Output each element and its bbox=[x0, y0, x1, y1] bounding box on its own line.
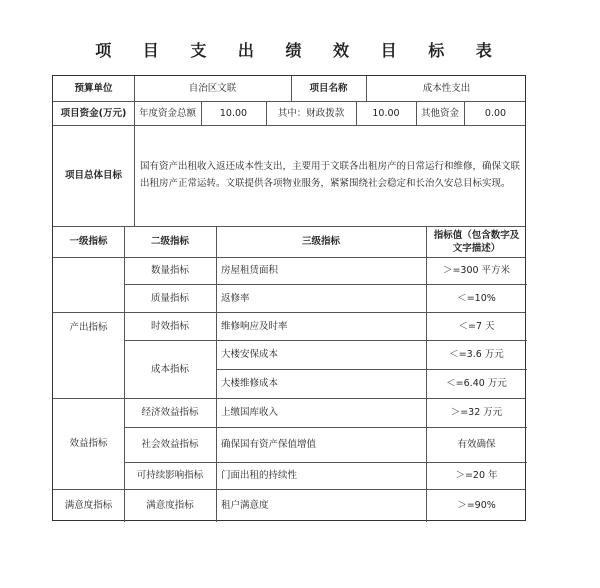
level2-quality: 质量指标 bbox=[150, 292, 189, 304]
group-satisfaction: 满意度指标 bbox=[64, 500, 113, 511]
funds-label: 项目资金(万元) bbox=[60, 107, 127, 119]
column-header-level3: 三级指标 bbox=[301, 236, 340, 247]
level3-indicator: 维修响应及时率 bbox=[221, 320, 288, 332]
annual-total-value: 10.00 bbox=[219, 107, 248, 119]
level2-quantity: 数量指标 bbox=[150, 265, 189, 276]
level2-social: 社会效益指标 bbox=[141, 439, 199, 450]
other-funds-label: 其他资金 bbox=[420, 107, 459, 119]
column-header-level1: 一级指标 bbox=[69, 236, 108, 247]
indicator-value: ＜=3.6 万元 bbox=[449, 349, 504, 360]
indicator-value: ＜=7 天 bbox=[458, 320, 495, 332]
indicator-value: ＞=300 平方米 bbox=[442, 265, 511, 276]
level3-indicator: 大楼维修成本 bbox=[221, 378, 279, 389]
fiscal-value: 10.00 bbox=[372, 107, 400, 119]
indicator-value: 有效确保 bbox=[457, 439, 496, 450]
indicator-value: ＞=32 万元 bbox=[450, 407, 503, 418]
project-name-value: 成本性支出 bbox=[422, 83, 471, 94]
indicator-value: ＜=10% bbox=[457, 292, 496, 304]
level2-sustainable: 可持续影响指标 bbox=[136, 470, 204, 481]
budget-unit-label: 预算单位 bbox=[74, 83, 113, 94]
level3-indicator: 返修率 bbox=[221, 292, 250, 304]
column-header-value: 指标值（包含数字及文字描述） bbox=[433, 229, 520, 254]
indicator-value: ＞=90% bbox=[457, 500, 496, 511]
other-funds-value: 0.00 bbox=[484, 107, 507, 119]
level2-cost: 成本指标 bbox=[150, 363, 189, 375]
overall-objective-label: 项目总体目标 bbox=[64, 170, 122, 181]
level3-indicator: 大楼安保成本 bbox=[221, 349, 279, 360]
fiscal-label: 其中：财政拨款 bbox=[277, 107, 345, 119]
level3-indicator: 确保国有资产保值增值 bbox=[221, 439, 317, 450]
column-header-level2: 二级指标 bbox=[150, 236, 189, 247]
indicator-value: ＜=6.40 万元 bbox=[446, 378, 507, 389]
page-title: 项 目 支 出 绩 效 目 标 表 bbox=[95, 41, 505, 60]
level2-timeliness: 时效指标 bbox=[150, 320, 189, 332]
performance-target-table bbox=[52, 75, 526, 521]
level3-indicator: 门面出租的持续性 bbox=[221, 470, 298, 481]
level3-indicator: 房屋租赁面积 bbox=[221, 265, 279, 276]
budget-unit-value: 自治区文联 bbox=[188, 83, 237, 94]
indicator-value: ＞=20 年 bbox=[455, 470, 498, 481]
level2-economic: 经济效益指标 bbox=[141, 407, 199, 418]
project-name-label: 项目名称 bbox=[309, 83, 348, 94]
annual-total-label: 年度资金总额 bbox=[138, 107, 196, 119]
level3-indicator: 租户满意度 bbox=[221, 500, 269, 511]
level2-satisfaction: 满意度指标 bbox=[146, 500, 194, 511]
level3-indicator: 上缴国库收入 bbox=[221, 407, 279, 418]
overall-objective-text: 国有资产出租收入返还成本性支出，主要用于文联各出租房产的日常运行和维修，确保文联出租房产正常运转。文联提供各项物业服务，紧紧围绕社会稳定和长治久安总目标实现。 bbox=[140, 161, 521, 189]
group-benefit: 效益指标 bbox=[69, 438, 108, 449]
group-output: 产出指标 bbox=[69, 322, 108, 333]
